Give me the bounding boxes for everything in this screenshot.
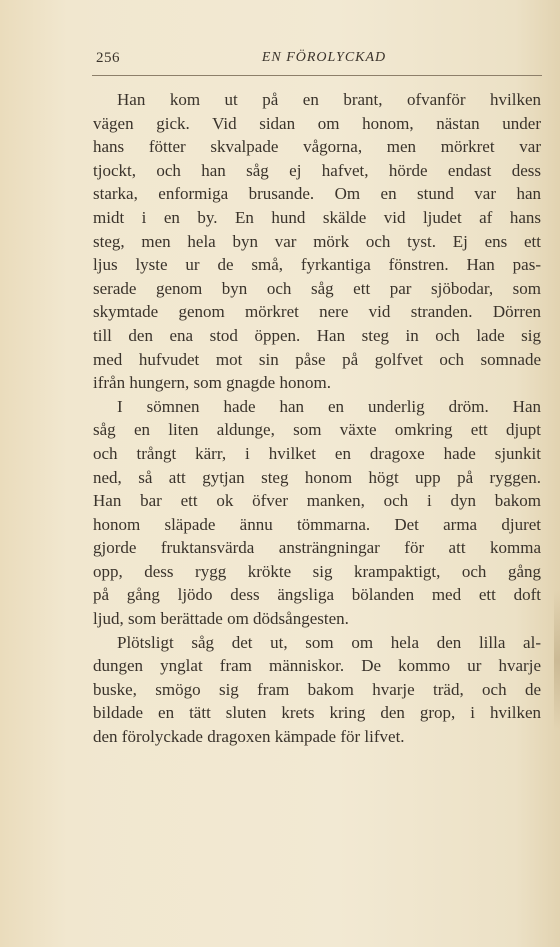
- text-line: till den ena stod öppen. Han steg in och lade sig: [93, 325, 541, 345]
- text-line: buske, smögo sig fram bakom hvarje träd, och de: [93, 679, 541, 699]
- text-line: på gång ljödo dess ängsliga bölanden med ett doft: [93, 585, 541, 605]
- text-line: starka, enformiga brusande. Om en stund var han: [93, 184, 541, 204]
- text-line: bildade en tätt sluten krets kring den grop, i hvilken: [93, 703, 541, 723]
- text-line: ned, så att gytjan steg honom högt upp på ryggen.: [93, 467, 541, 487]
- text-line: och trångt kärr, i hvilket en dragoxe hade sjunkit: [93, 443, 541, 463]
- header-rule: [92, 75, 542, 76]
- text-line: dungen ynglat fram människor. De kommo ur hvarje: [93, 656, 541, 676]
- text-line: med hufvudet mot sin påse på golfvet och somnade: [93, 349, 541, 369]
- text-line: hans fötter skvalpade vågorna, men mörkret var: [93, 137, 541, 157]
- text-line: Han bar ett ok öfver manken, och i dyn bakom: [93, 491, 541, 511]
- text-line: Plötsligt såg det ut, som om hela den lilla al-: [117, 632, 541, 652]
- text-line: serade genom byn och såg ett par sjöbodar, som: [93, 278, 541, 298]
- text-line: vägen gick. Vid sidan om honom, nästan under: [93, 113, 541, 133]
- text-line: opp, dess rygg krökte sig krampaktigt, och gång: [93, 561, 541, 581]
- page-header: [96, 50, 540, 72]
- text-line: ljus lyste ur de små, fyrkantiga fönstren. Han pas-: [93, 255, 541, 275]
- text-line: skymtade genom mörkret nere vid stranden. Dörren: [93, 302, 541, 322]
- text-line: ljud, som berättade om dödsångesten.: [93, 609, 349, 629]
- text-line: I sömnen hade han en underlig dröm. Han: [117, 396, 541, 416]
- text-line: den förolyckade dragoxen kämpade för lifvet.: [93, 727, 405, 747]
- page-number: 256: [96, 50, 120, 66]
- text-line: ifrån hungern, som gnagde honom.: [93, 373, 331, 393]
- text-line: tjockt, och han såg ej hafvet, hörde endast dess: [93, 160, 541, 180]
- running-title: EN FÖROLYCKAD: [261, 50, 387, 65]
- text-line: Han kom ut på en brant, ofvanför hvilken: [117, 90, 541, 109]
- body-text: [93, 88, 541, 749]
- text-line: gjorde fruktansvärda ansträngningar för att komma: [93, 538, 541, 558]
- text-line: såg en liten aldunge, som växte omkring ett djupt: [93, 420, 541, 440]
- page-edge-stain: [554, 590, 560, 730]
- text-line: midt i en by. En hund skälde vid ljudet af hans: [93, 207, 541, 227]
- text-line: honom släpade ännu tömmarna. Det arma djuret: [93, 514, 541, 534]
- text-line: steg, men hela byn var mörk och tyst. Ej ens ett: [93, 231, 541, 251]
